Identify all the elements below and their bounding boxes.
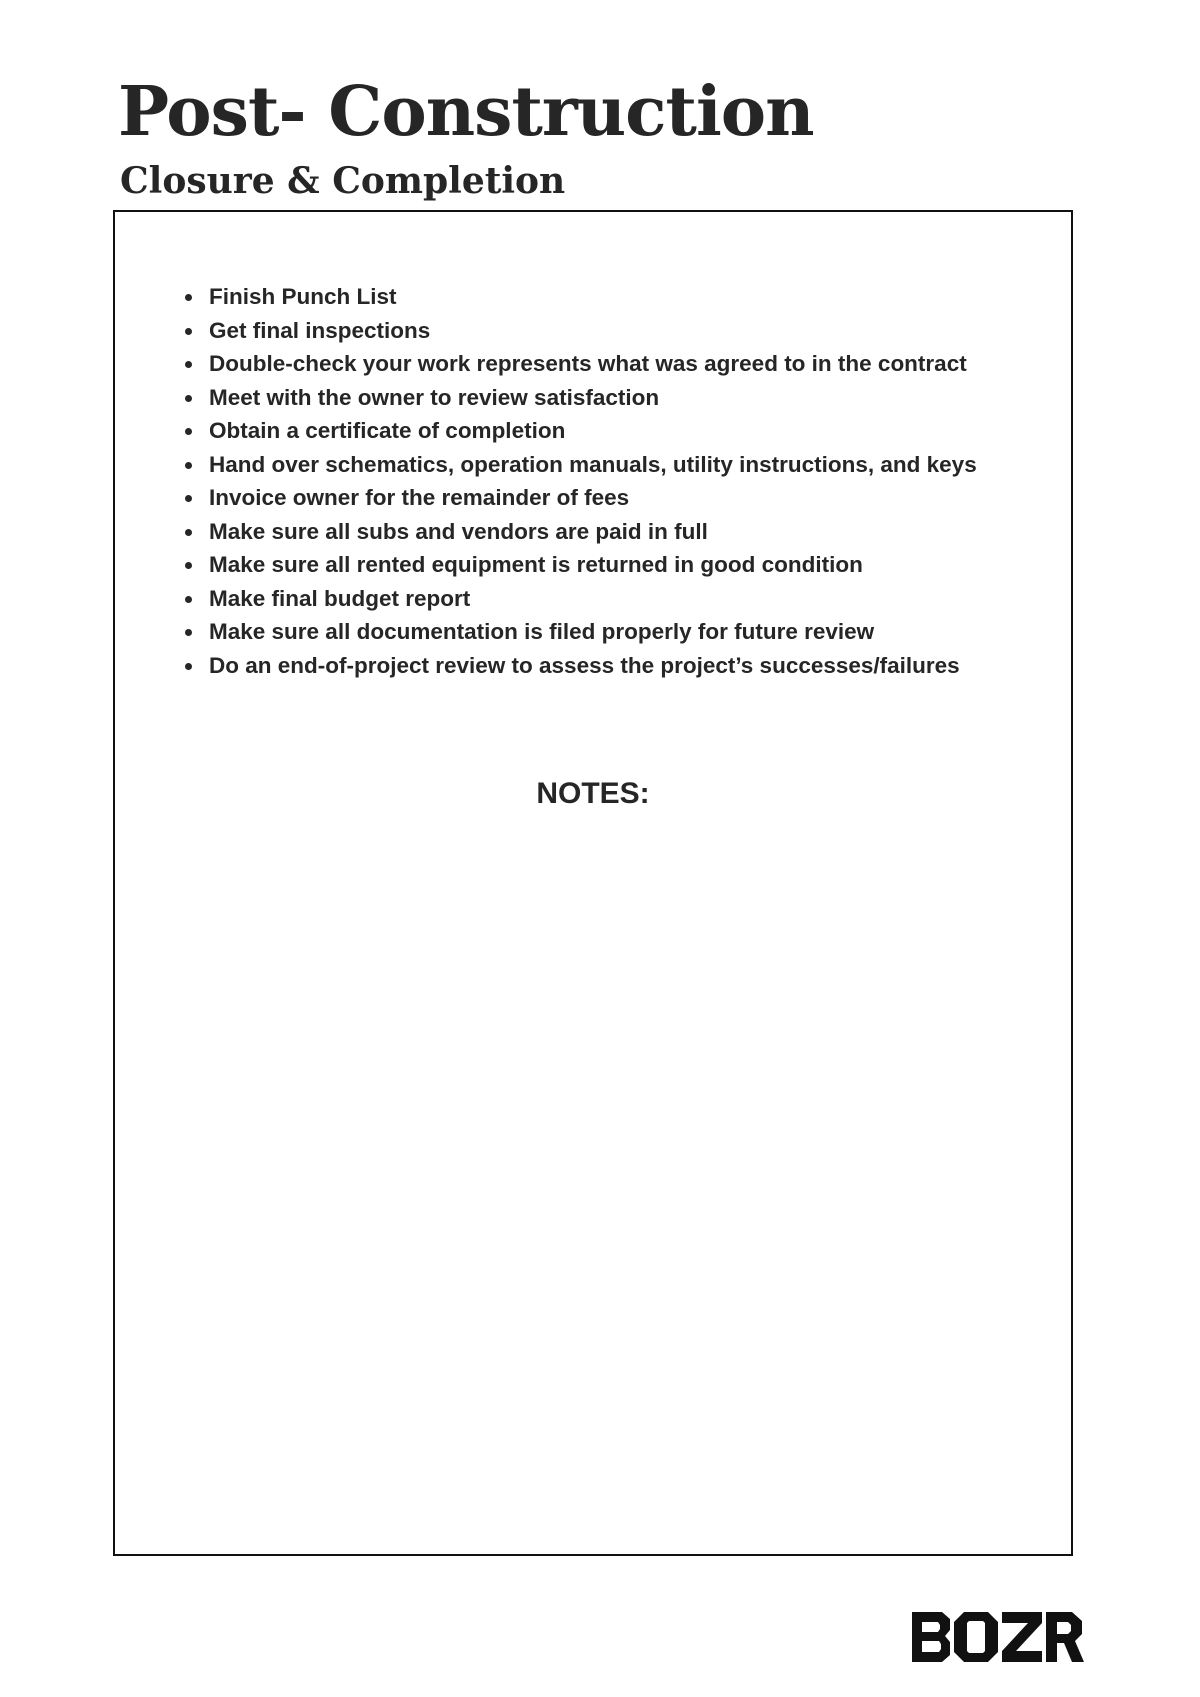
page-title: Post- Construction bbox=[118, 72, 814, 152]
checklist-item: Do an end-of-project review to assess the project’s successes/failures bbox=[209, 649, 977, 683]
checklist-frame bbox=[113, 210, 1073, 1556]
checklist-item: Meet with the owner to review satisfaction bbox=[209, 381, 977, 415]
checklist-item: Hand over schematics, operation manuals, utility instructions, and keys bbox=[209, 448, 977, 482]
bozr-logo bbox=[912, 1612, 1084, 1662]
checklist-item: Make sure all rented equipment is returned in good condition bbox=[209, 548, 977, 582]
checklist-item: Obtain a certificate of completion bbox=[209, 414, 977, 448]
checklist-item: Make sure all subs and vendors are paid in full bbox=[209, 515, 977, 549]
page-subtitle: Closure & Completion bbox=[120, 160, 566, 202]
notes-heading: NOTES: bbox=[536, 777, 650, 810]
checklist-item: Make final budget report bbox=[209, 582, 977, 616]
checklist-item: Finish Punch List bbox=[209, 280, 977, 314]
checklist-item: Double-check your work represents what was agreed to in the contract bbox=[209, 347, 977, 381]
checklist-item: Make sure all documentation is filed properly for future review bbox=[209, 615, 977, 649]
checklist-item: Get final inspections bbox=[209, 314, 977, 348]
checklist bbox=[115, 280, 977, 682]
checklist-item: Invoice owner for the remainder of fees bbox=[209, 481, 977, 515]
